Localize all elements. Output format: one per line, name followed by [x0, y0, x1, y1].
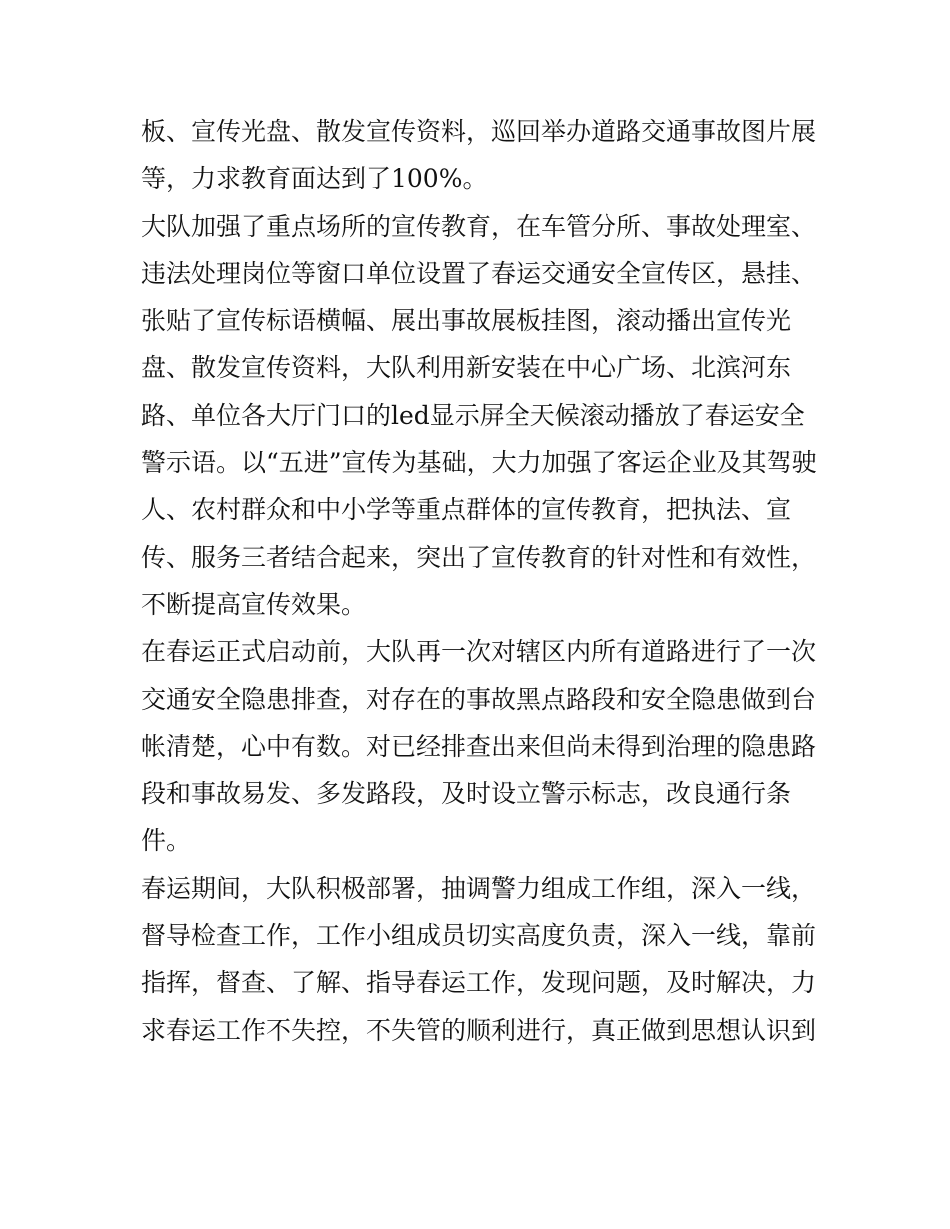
text-line: 指挥，督查、了解、指导春运工作，发现问题，及时解决，力 — [141, 968, 817, 998]
text-line: 交通安全隐患排查，对存在的事故黑点路段和安全隐患做到台 — [141, 684, 817, 714]
text-line: 传、服务三者结合起来，突出了宣传教育的针对性和有效性， — [141, 542, 817, 572]
text-line: 张贴了宣传标语横幅、展出事故展板挂图，滚动播出宣传光 — [141, 306, 792, 336]
text-line: 人、农村群众和中小学等重点群体的宣传教育，把执法、宣 — [141, 495, 792, 525]
text-line: 违法处理岗位等窗口单位设置了春运交通安全宣传区，悬挂、 — [141, 258, 817, 288]
text-line: 帐清楚，心中有数。对已经排查出来但尚未得到治理的隐患路 — [141, 731, 817, 761]
text-line: 春运期间，大队积极部署，抽调警力组成工作组，深入一线， — [141, 873, 817, 903]
text-line: 求春运工作不失控，不失管的顺利进行，真正做到思想认识到 — [141, 1015, 817, 1045]
text-line: 板、宣传光盘、散发宣传资料，巡回举办道路交通事故图片展 — [141, 117, 817, 146]
text-line: 件。 — [141, 826, 192, 856]
text-line: 不断提高宣传效果。 — [141, 589, 367, 619]
text-line: 路、单位各大厅门口的led显示屏全天候滚动播放了春运安全 — [141, 400, 805, 430]
text-line: 段和事故易发、多发路段，及时设立警示标志，改良通行条 — [141, 779, 792, 809]
text-line: 等，力求教育面达到了100%。 — [141, 164, 488, 194]
text-line: 在春运正式启动前，大队再一次对辖区内所有道路进行了一次 — [141, 637, 817, 667]
text-line: 大队加强了重点场所的宣传教育，在车管分所、事故处理室、 — [141, 211, 817, 241]
text-line: 盘、散发宣传资料，大队利用新安装在中心广场、北滨河东 — [141, 353, 792, 383]
text-line: 督导检查工作，工作小组成员切实高度负责，深入一线，靠前 — [141, 921, 817, 951]
text-line: 警示语。以“五进”宣传为基础，大力加强了客运企业及其驾驶 — [141, 448, 817, 478]
document-body — [141, 108, 821, 1054]
